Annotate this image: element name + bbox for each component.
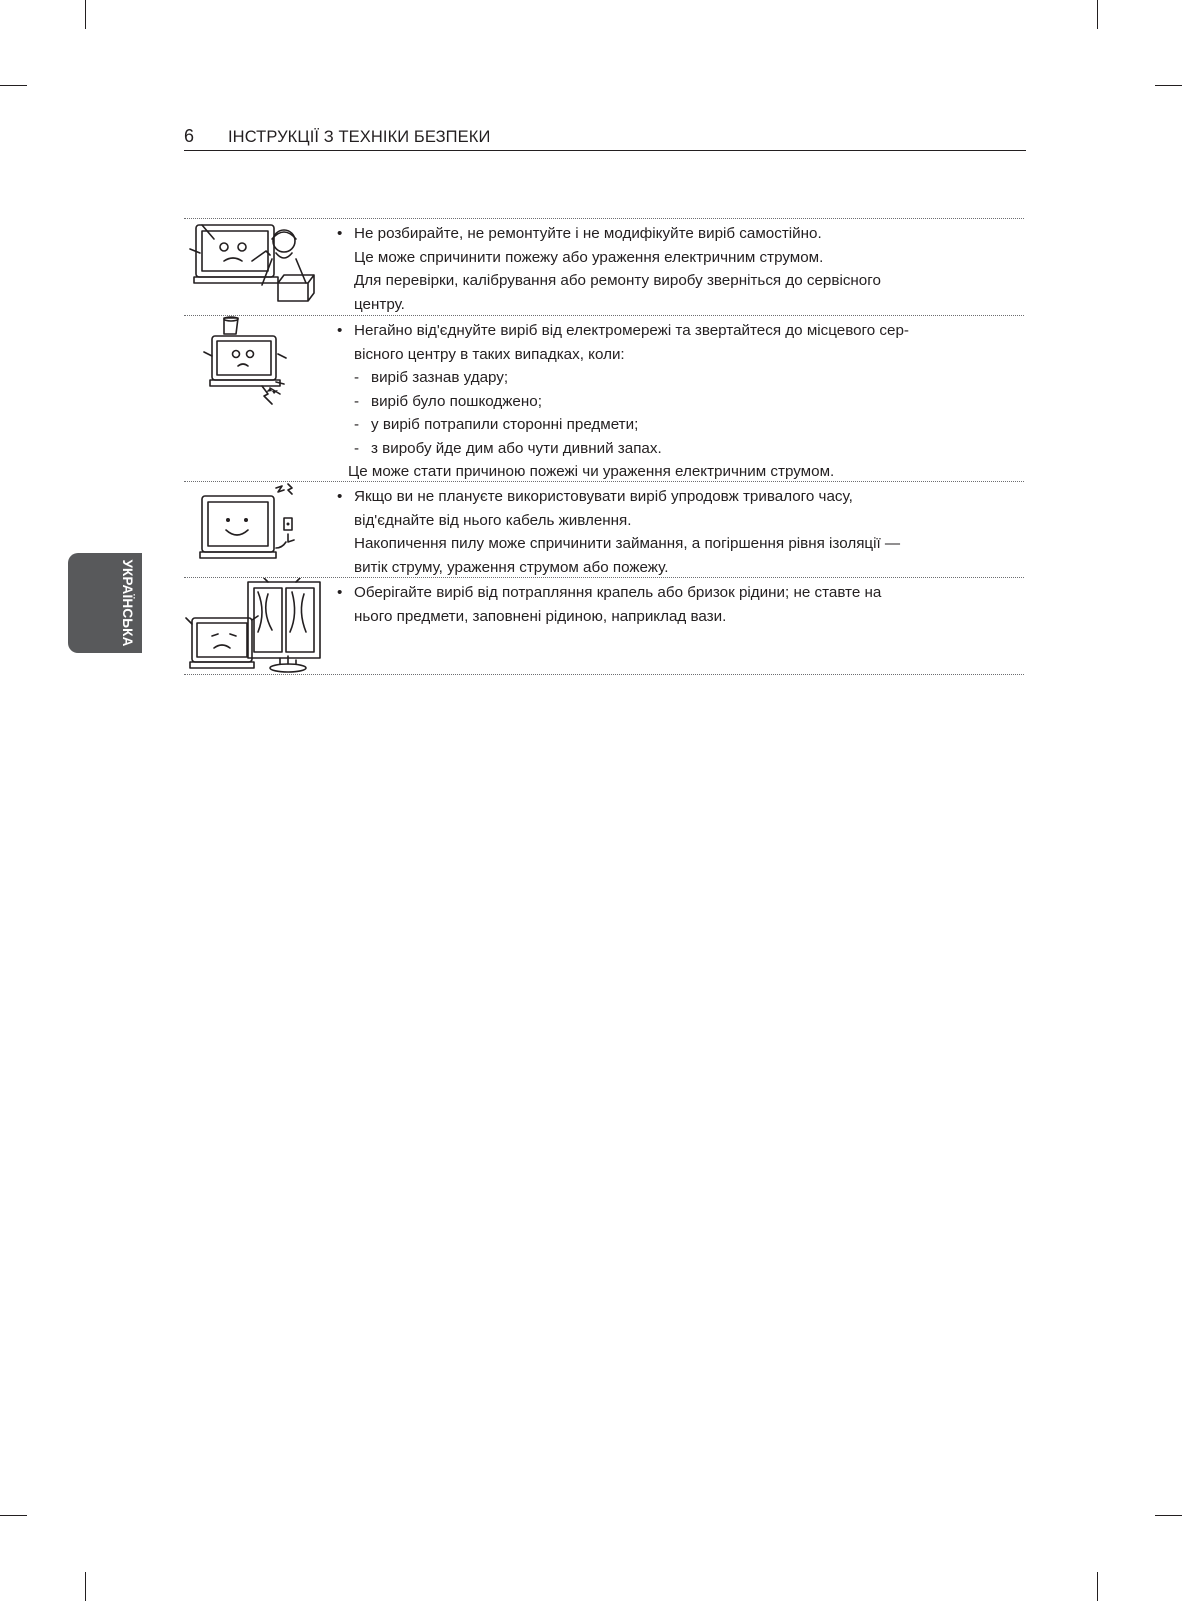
crop-mark-left-bottom [0,1515,27,1516]
list-item [337,390,1017,414]
text-line: Оберігайте виріб від потрапляння крапель або бризок рідини; не ставте на [354,584,882,601]
page-header [184,126,1026,151]
language-tab-label: УКРАЇНСЬКА [120,559,135,647]
section-text [337,319,1017,484]
crop-mark-bottom-right [1097,1572,1098,1601]
page-number: 6 [184,126,195,146]
list-item-text: з виробу йде дим або чути дивний запах. [371,439,662,457]
damaged-tv-illustration [184,316,322,406]
bullet: • [337,584,343,601]
list-item [337,366,1017,390]
text-line: витік струму, ураження струмом або пожежу. [354,558,669,576]
bullet: • [337,225,343,242]
crop-mark-bottom-left [85,1572,86,1601]
safety-section-disconnect [184,315,1024,482]
section-note: Це може стати причиною пожежі чи ураження електричним струмом. [348,463,835,480]
dash-marker: - [354,416,360,433]
text-line: Для перевірки, калібрування або ремонту виробу зверніться до сервісного [354,272,881,289]
text-line: Це може спричинити пожежу або ураження електричним струмом. [354,248,824,266]
section-text [337,485,1017,579]
list-item-text: виріб зазнав удару; [371,369,509,386]
crop-mark-right-bottom [1155,1515,1182,1516]
crop-mark-top-left [85,0,86,29]
section-text [337,581,1017,628]
text-line: Негайно від'єднуйте виріб від електромережі та звертайтеся до місцевого сер- [354,322,909,339]
tv-repair-illustration [184,219,322,309]
dash-marker: - [354,392,360,410]
list-item [337,437,1017,461]
page-title: ІНСТРУКЦІЇ З ТЕХНІКИ БЕЗПЕКИ [228,128,491,146]
list-item-text: у виріб потрапили сторонні предмети; [371,416,639,433]
section-text [337,222,1017,316]
safety-section-liquids [184,577,1024,675]
text-line: Накопичення пилу може спричинити займання, а погіршення рівня ізоляції — [354,535,901,552]
dash-marker: - [354,439,360,457]
text-line: Якщо ви не плануєте використовувати виріб упродовж тривалого часу, [354,488,853,505]
text-line: вісного центру в таких випадках, коли: [354,345,625,363]
text-line: нього предмети, заповнені рідиною, наприклад вази. [354,607,727,625]
dash-marker: - [354,369,360,386]
bullet: • [337,322,343,339]
wet-tv-window-illustration [184,578,322,674]
crop-mark-right-top [1155,85,1182,86]
text-line: Не розбирайте, не ремонтуйте і не модифікуйте виріб самостійно. [354,225,822,242]
list-item-text: виріб було пошкоджено; [371,392,542,410]
unplugged-tv-illustration [184,482,322,572]
list-item [337,413,1017,437]
safety-section-disassembly [184,218,1024,316]
text-line: від'єднайте від нього кабель живлення. [354,511,632,529]
safety-section-unplug [184,481,1024,578]
crop-mark-top-right [1097,0,1098,29]
text-line: центру. [354,295,405,313]
bullet: • [337,488,343,505]
crop-mark-left-top [0,85,27,86]
